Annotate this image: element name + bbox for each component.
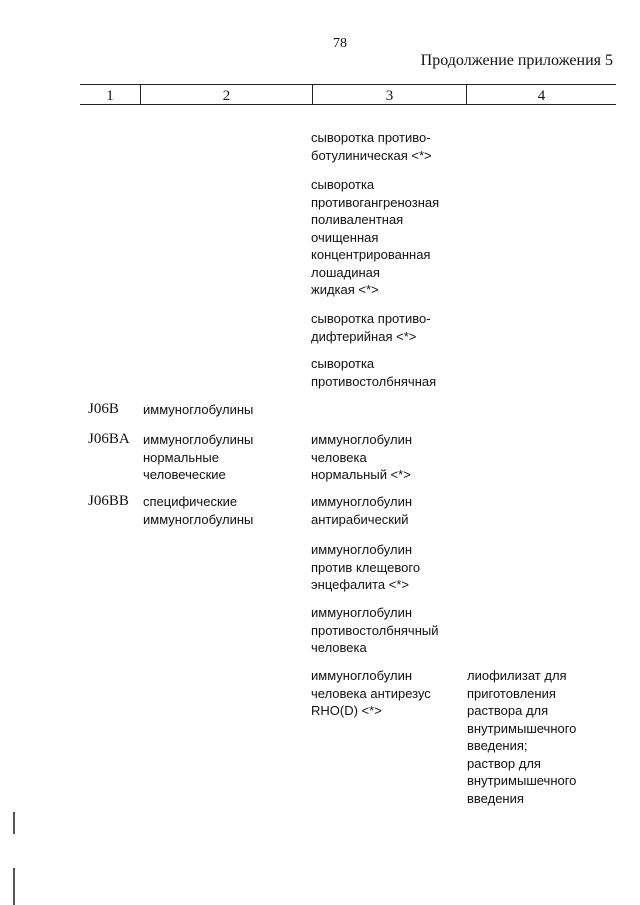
page-number: 78 bbox=[333, 36, 347, 51]
column-header-3: 3 bbox=[385, 88, 394, 104]
substance-cell: иммуноглобулин против клещевого энцефалита <*> bbox=[311, 542, 421, 592]
atc-code: J06BB bbox=[88, 493, 129, 509]
group-cell: иммуноглобулины нормальные человеческие bbox=[143, 432, 254, 482]
substance-cell: иммуноглобулин антирабический bbox=[311, 494, 413, 527]
appendix-title: Продолжение приложения 5 bbox=[420, 52, 613, 69]
substance-cell: сыворотка противогангренозная поливалентная очищенная концентрированная лошадиная жидкая <*> bbox=[311, 177, 440, 297]
substance-cell: иммуноглобулин человека антирезус RHO(D) <*> bbox=[311, 668, 431, 718]
substance-cell: сыворотка противо- дифтерийная <*> bbox=[311, 311, 431, 344]
scan-margin-mark bbox=[13, 812, 15, 834]
atc-code: J06B bbox=[88, 401, 119, 417]
scan-margin-mark bbox=[13, 868, 15, 905]
dosage-form-cell: лиофилизат для приготовления раствора для внутримышечного введения; раствор для внутримышечного введения bbox=[467, 668, 577, 806]
substance-cell: иммуноглобулин человека нормальный <*> bbox=[311, 432, 413, 482]
group-cell: специфические иммуноглобулины bbox=[143, 494, 254, 527]
column-header-2: 2 bbox=[222, 88, 231, 104]
table-top-rule bbox=[80, 84, 616, 85]
column-header-4: 4 bbox=[537, 88, 546, 104]
atc-code: J06BA bbox=[88, 431, 130, 447]
substance-cell: сыворотка противо- ботулиническая <*> bbox=[311, 130, 432, 163]
column-header-1: 1 bbox=[106, 88, 114, 104]
substance-cell: иммуноглобулин противостолбнячный человека bbox=[311, 605, 439, 655]
group-cell: иммуноглобулины bbox=[143, 402, 254, 417]
substance-cell: сыворотка противостолбнячная bbox=[311, 356, 437, 389]
